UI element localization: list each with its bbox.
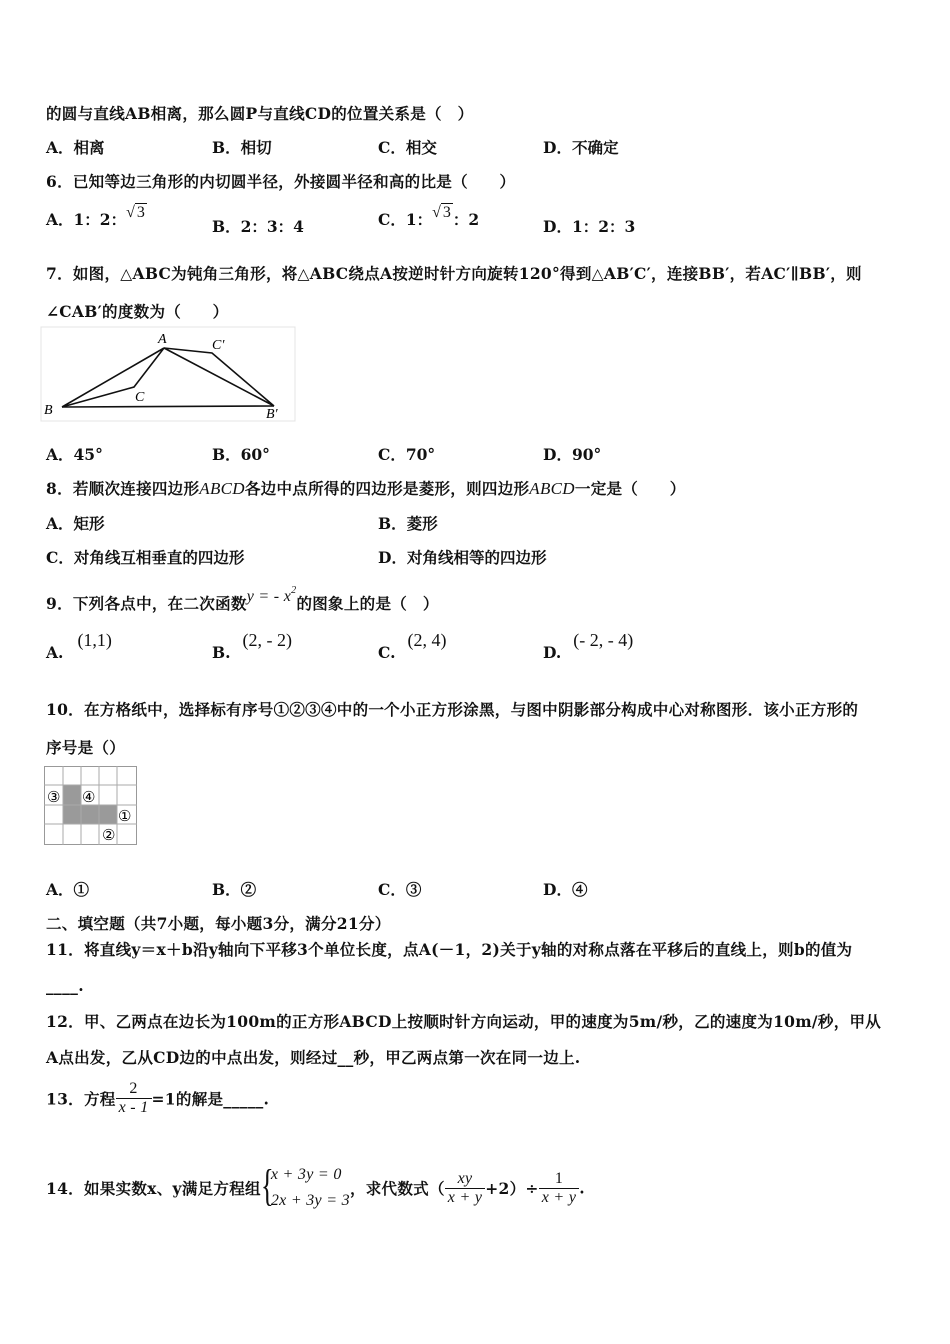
shaded-cell — [81, 805, 99, 824]
shaded-cell — [99, 805, 117, 824]
q7-option-a: A．45° — [46, 445, 103, 464]
segment-bbp — [62, 406, 274, 407]
label-c: C — [135, 390, 145, 405]
q10-option-a: A．① — [46, 880, 90, 899]
q9-option-c: C.(2, 4) — [378, 630, 447, 662]
section2-heading: 二、填空题（共7小题，每小题3分，满分21分） — [46, 914, 391, 933]
q9-stem: 9．下列各点中，在二次函数y = - $x^2$的图象上的是（ ） — [46, 584, 439, 613]
q5-option-b: B．相切 — [212, 138, 272, 157]
q6-option-a: A．1：2：√ 3 — [46, 204, 145, 229]
mark-4: ④ — [82, 790, 96, 806]
q8-option-d: D．对角线相等的四边形 — [378, 548, 547, 567]
q5-option-a: A．相离 — [46, 138, 105, 157]
q7-option-d: D．90° — [543, 445, 602, 464]
q10-option-d: D．④ — [543, 880, 588, 899]
q14-equation-system: { x + 3y = 0 2x + 3y = 3 — [260, 1161, 350, 1210]
q10-option-c: C．③ — [378, 880, 422, 899]
q9-option-d: D.(- 2, - 4) — [543, 630, 634, 662]
q10-stem-line1: 10．在方格纸中，选择标有序号①②③④中的一个小正方形涂黑，与图中阴影部分构成中心对称图形．该小正方形的 — [46, 700, 859, 719]
q8-option-a: A．矩形 — [46, 514, 105, 533]
mark-3: ③ — [47, 790, 61, 806]
mark-1: ① — [118, 809, 132, 825]
q7-stem-line2: ∠CAB′的度数为（ ） — [46, 302, 229, 321]
shaded-cell — [63, 785, 81, 805]
q10-stem-line2: 序号是（） — [46, 738, 126, 757]
q8-option-b: B．菱形 — [378, 514, 438, 533]
q7-triangle-figure — [40, 326, 296, 422]
q6-stem: 6．已知等边三角形的内切圆半径，外接圆半径和高的比是（ ） — [46, 172, 516, 191]
q5-option-d: D．不确定 — [543, 138, 619, 157]
q7-stem-line1: 7．如图，△ABC为钝角三角形，将△ABC绕点A按逆时针方向旋转120°得到△AB′C′，连接BB′，若AC′∥BB′，则 — [46, 264, 862, 283]
q13-fraction: $\frac{2}{x - 1}$ — [116, 1080, 152, 1117]
mark-2: ② — [102, 828, 116, 844]
q5-stem-continued: 的圆与直线AB相离，那么圆P与直线CD的位置关系是（ ） — [46, 104, 474, 123]
q9-option-b: B.(2, - 2) — [212, 630, 292, 662]
q14-fraction-2: $\frac{1}{x + y}$ — [539, 1170, 580, 1207]
q8-stem: 8．若顺次连接四边形ABCD各边中点所得的四边形是菱形，则四边形ABCD一定是（ ） — [46, 479, 686, 498]
q10-grid-figure — [44, 766, 138, 846]
q14-stem: 14．如果实数x、y满足方程组 { x + 3y = 0 2x + 3y = 3 ，求代数式（ $\frac{xy}{x + y}$ +2）÷ $\frac{1}{x + y}$ . — [46, 1162, 585, 1214]
q6-option-d: D．1：2：3 — [543, 217, 636, 236]
label-a: A — [158, 332, 167, 347]
q12-stem-line2: A点出发，乙从CD边的中点出发，则经过__秒，甲乙两点第一次在同一边上. — [46, 1048, 581, 1067]
q8-option-c: C．对角线互相垂直的四边形 — [46, 548, 245, 567]
q5-option-c: C．相交 — [378, 138, 437, 157]
q6-option-c: C．1：√ 3 ：2 — [378, 204, 480, 229]
q10-option-b: B．② — [212, 880, 257, 899]
q14-fraction-1: $\frac{xy}{x + y}$ — [445, 1170, 486, 1207]
label-c-prime: C′ — [212, 338, 225, 353]
q7-option-b: B．60° — [212, 445, 270, 464]
q6-option-b: B．2：3：4 — [212, 217, 304, 236]
shaded-cell — [63, 805, 81, 824]
q9-option-a: A.(1,1) — [46, 630, 112, 662]
q12-stem-line1: 12．甲、乙两点在边长为100m的正方形ABCD上按顺时针方向运动，甲的速度为5m/秒，乙的速度为10m/秒，甲从 — [46, 1012, 882, 1031]
label-b-prime: B′ — [266, 407, 278, 422]
q11-stem-line2: ____. — [46, 976, 84, 995]
q13-stem: 13．方程 $\frac{2}{x - 1}$ =1的解是_____. — [46, 1080, 270, 1116]
q7-option-c: C．70° — [378, 445, 436, 464]
q11-stem-line1: 11．将直线y＝x＋b沿y轴向下平移3个单位长度，点A(－1，2)关于y轴的对称点落在平移后的直线上，则b的值为 — [46, 940, 853, 959]
label-b: B — [44, 403, 53, 418]
